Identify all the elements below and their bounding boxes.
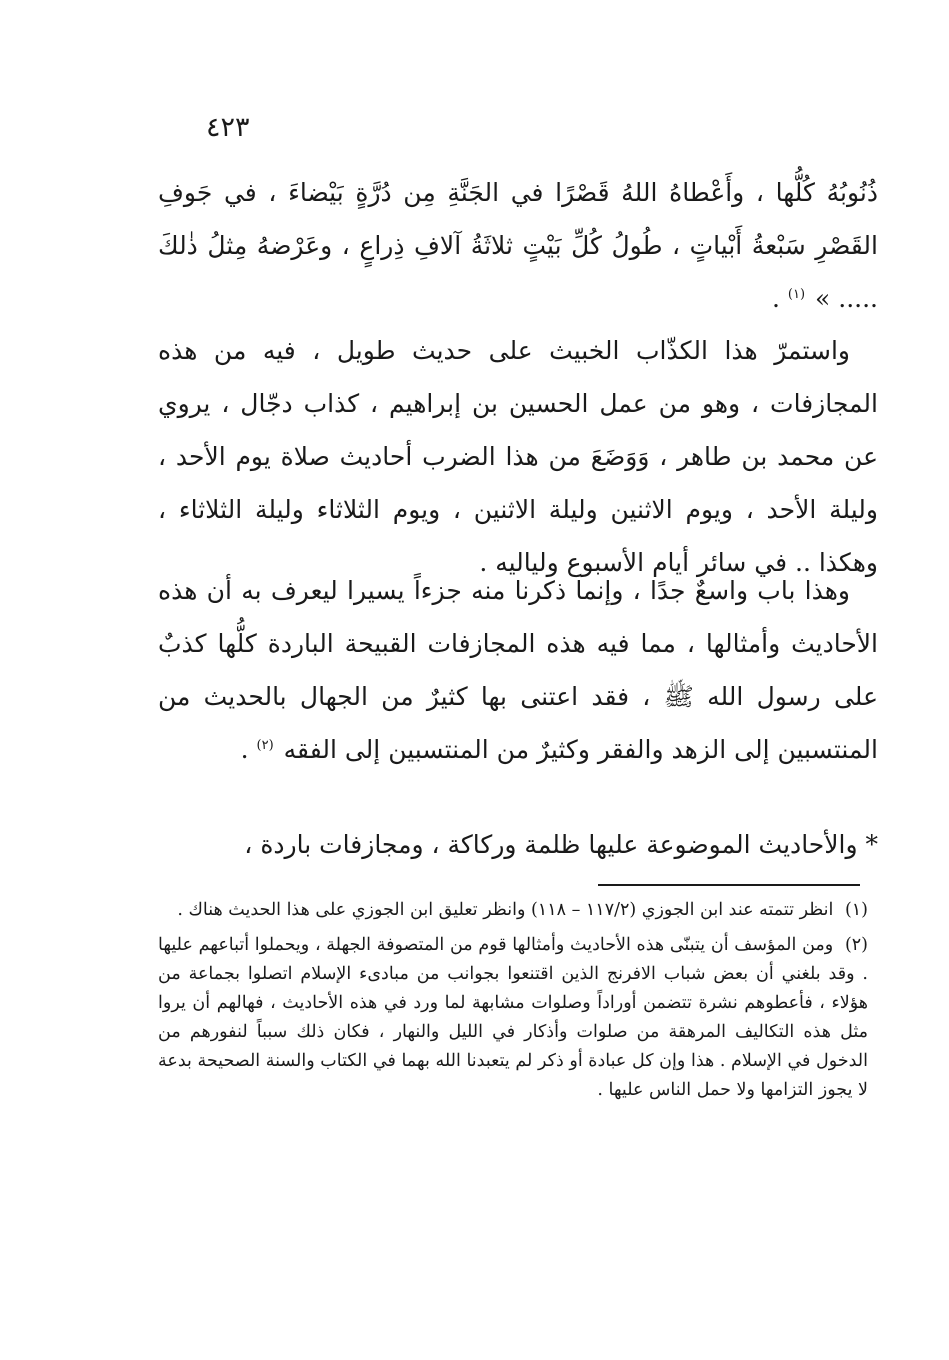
paragraph-2 [158,324,878,589]
paragraph-3-text: وهذا باب واسعٌ جدًا ، وإنما ذكرنا منه جزءاً يسيرا ليعرف به أن هذه الأحاديث وأمثالها ، مما فيه هذه المجازفات القبيحة الباردة كلُّها كذبٌ على رسول الله ﷺ ، فقد اعتنى بها كثيرٌ من الجهال بالحديث من المنتسبين إلى الزهد والفقر وكثيرٌ من المنتسبين إلى الفقه [158,576,878,764]
footnote-ref-1: (١) [787,286,806,302]
footnote-1 [158,896,868,925]
footnotes [158,896,868,1111]
footnote-2-text: ومن المؤسف أن يتبنّى هذه الأحاديث وأمثالها قوم من المتصوفة الجهلة ، ويحملوا أتباعهم عليها . وقد بلغني أن بعض شباب الافرنج الذين اقتنعوا بجوانب من مبادىء الإسلام اتصلوا بجماعة من هؤلاء ، فأعطوهم نشرة تتضمن أوراداً وصلوات مشابهة لما ورد في هذه الأحاديث ، فهالهم أن يروا مثل هذه التكاليف المرهقة من صلوات وأذكار في الليل والنهار ، فكان ذلك سبباً لنفورهم من الدخول في الإسلام . هذا وإن كل عبادة أو ذكر لم يتعبدنا الله بهما في الكتاب والسنة الصحيحة بدعة لا يجوز التزامها ولا حمل الناس عليها . [158,935,868,1100]
paragraph-4-text: * والأحاديث الموضوعة عليها ظلمة وركاكة ، ومجازفات باردة ، [244,830,878,859]
footnote-separator [598,884,860,886]
footnote-1-text: انظر تتمته عند ابن الجوزي (١١٧/٢ – ١١٨) وانظر تعليق ابن الجوزي على هذا الحديث هناك . [177,900,834,920]
paragraph-1-text: ذُنُوبُهُ كُلُّها ، وأَعْطاهُ اللهُ قَصْرًا في الجَنَّةِ مِن دُرَّةٍ بَيْضاءَ ، في جَوفِ القَصْرِ سَبْعةُ أَبْياتٍ ، طُولُ كُلِّ بَيْتٍ ثلاثَةُ آلافِ ذِراعٍ ، وعَرْضهُ مِثلُ ذٰلكَ ..... » [158,178,878,313]
paragraph-3-end: . [240,735,249,764]
paragraph-1 [158,166,878,325]
page-number: ٤٢٣ [206,112,250,143]
paragraph-3 [158,564,878,776]
paragraph-4 [158,818,878,871]
footnote-2-number: (٢) [844,935,868,955]
paragraph-1-end: . [772,284,780,313]
footnote-1-number: (١) [844,900,868,920]
paragraph-2-text: واستمرّ هذا الكذّاب الخبيث على حديث طويل ، فيه من هذه المجازفات ، وهو من عمل الحسين بن إبراهيم ، كذاب دجّال ، يروي عن محمد بن طاهر ، وَوَضَعَ من هذا الضرب أحاديث صلاة يوم الأحد ، وليلة الأحد ، ويوم الاثنين وليلة الاثنين ، ويوم الثلاثاء وليلة الثلاثاء ، وهكذا .. في سائر أيام الأسبوع ولياليه . [158,336,878,577]
footnote-2 [158,931,868,1105]
footnote-ref-2: (٢) [256,737,274,753]
